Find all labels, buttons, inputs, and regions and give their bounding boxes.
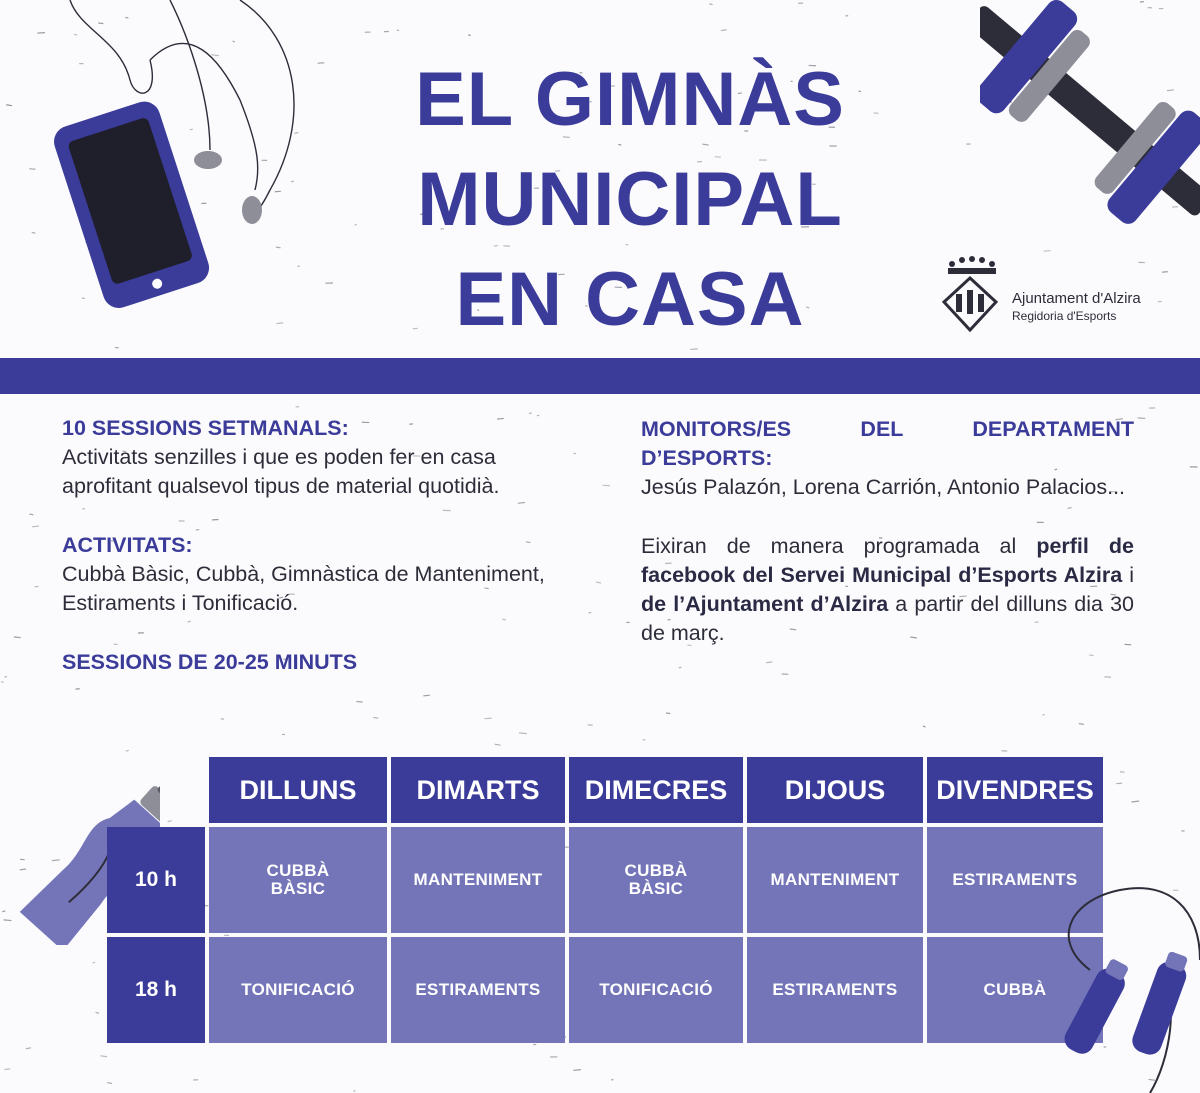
speckle-mark <box>32 526 39 527</box>
speckle-mark <box>373 717 378 718</box>
speckle-mark <box>1044 251 1051 252</box>
schedule-intro-text: Eixiran de manera programada al <box>641 534 1037 558</box>
smartphone-icon <box>40 0 320 320</box>
speckle-mark <box>1089 655 1093 656</box>
schedule-row-morning <box>107 827 1103 933</box>
speckle-mark <box>709 4 712 5</box>
header-divider-band <box>0 358 1200 394</box>
speckle-mark <box>1138 418 1146 419</box>
speckle-mark <box>423 695 429 696</box>
speckle-mark <box>356 702 362 703</box>
schedule-row-evening <box>107 937 1103 1043</box>
speckle-mark <box>1079 724 1084 725</box>
schedule-start-text: a partir del dilluns dia 30 de març. <box>641 592 1135 645</box>
activities-heading: ACTIVITATS: <box>62 533 193 557</box>
speckle-mark <box>29 514 33 515</box>
jump-rope-icon <box>1030 880 1200 1093</box>
monitors-text: Jesús Palazón, Lorena Carrión, Antonio Palacios... <box>641 475 1126 499</box>
title-line-3: EN CASA <box>455 257 805 342</box>
facebook-profile-text: perfil de facebook del Servei Municipal d’Esports Alzira <box>641 534 1134 587</box>
sessions-heading: 10 SESSIONS SETMANALS: <box>62 416 349 440</box>
speckle-mark <box>4 1069 10 1070</box>
speckle-mark <box>519 733 527 734</box>
speckle-mark <box>96 1012 99 1013</box>
schedule-cell: TONIFICACIÓ <box>569 937 743 1043</box>
schedule-cell: MANTENIMENT <box>747 827 923 933</box>
speckle-mark <box>6 105 12 106</box>
schedule-cell: CUBBÀ BÀSIC <box>569 827 743 933</box>
sessions-text: Activitats senzilles i que es poden fer en casa aprofitant qualsevol tipus de material quotidià. <box>62 445 500 498</box>
speckle-mark <box>485 718 492 719</box>
speckle-mark <box>574 453 576 454</box>
title-line-2: MUNICIPAL <box>417 157 843 242</box>
organization-name: Ajuntament d'Alzira <box>1012 290 1141 307</box>
day-header-monday: DILLUNS <box>209 757 387 823</box>
schedule-connector-text: i <box>1122 563 1135 587</box>
day-header-tuesday: DIMARTS <box>391 757 565 823</box>
speckle-mark <box>4 676 7 677</box>
speckle-mark <box>32 232 36 233</box>
speckle-mark <box>353 1090 355 1091</box>
speckle-mark <box>1162 272 1168 273</box>
schedule-cell: CUBBÀ <box>927 937 1103 1043</box>
monitors-heading: MONITORS/ES DEL DEPARTAMENT D’ESPORTS: <box>641 417 1134 470</box>
speckle-mark <box>766 662 772 663</box>
speckle-mark <box>1043 714 1045 715</box>
town-hall-text: de l’Ajuntament d’Alzira <box>641 592 889 616</box>
day-header-friday: DIVENDRES <box>927 757 1103 823</box>
title-line-1: EL GIMNÀS <box>415 57 845 142</box>
info-right-column <box>641 415 1134 648</box>
organization-block <box>1012 290 1141 323</box>
coat-of-arms-icon <box>938 250 1002 340</box>
schedule-cell: ESTIRAMENTS <box>747 937 923 1043</box>
speckle-mark <box>14 637 21 638</box>
time-slot-label: 10 h <box>107 827 205 933</box>
speckle-mark <box>721 30 727 31</box>
time-slot-label: 18 h <box>107 937 205 1043</box>
organization-department: Regidoria d'Esports <box>1012 309 1117 323</box>
speckle-mark <box>107 1083 112 1084</box>
earphones-icon <box>194 151 262 224</box>
schedule-header-row <box>107 757 1103 823</box>
speckle-mark <box>596 582 601 583</box>
speckle-mark <box>495 744 501 745</box>
speckle-mark <box>923 726 926 727</box>
schedule-corner <box>107 757 205 823</box>
speckle-mark <box>666 713 670 714</box>
speckle-mark <box>276 323 283 324</box>
schedule-cell: MANTENIMENT <box>391 827 565 933</box>
speckle-mark <box>1132 801 1140 802</box>
schedule-cell: CUBBÀ BÀSIC <box>209 827 387 933</box>
schedule-cell: ESTIRAMENTS <box>927 827 1103 933</box>
duration-heading: SESSIONS DE 20-25 MINUTS <box>62 650 358 674</box>
activities-text: Cubbà Bàsic, Cubbà, Gimnàstica de Manteniment, Estiraments i Tonificació. <box>62 562 545 615</box>
day-header-thursday: DIJOUS <box>747 757 923 823</box>
speckle-mark <box>573 1070 580 1071</box>
schedule-intro-paragraph <box>641 532 1134 648</box>
speckle-mark <box>100 1056 107 1057</box>
page-title <box>330 50 930 350</box>
day-header-wednesday: DIMECRES <box>569 757 743 823</box>
info-left-column <box>62 414 554 677</box>
dumbbell-icon <box>980 0 1200 240</box>
schedule-cell: ESTIRAMENTS <box>391 937 565 1043</box>
speckle-mark <box>588 612 591 613</box>
speckle-mark <box>93 962 95 963</box>
speckle-mark <box>26 1048 31 1049</box>
schedule-cell: TONIFICACIÓ <box>209 937 387 1043</box>
schedule-table <box>103 753 1107 1047</box>
